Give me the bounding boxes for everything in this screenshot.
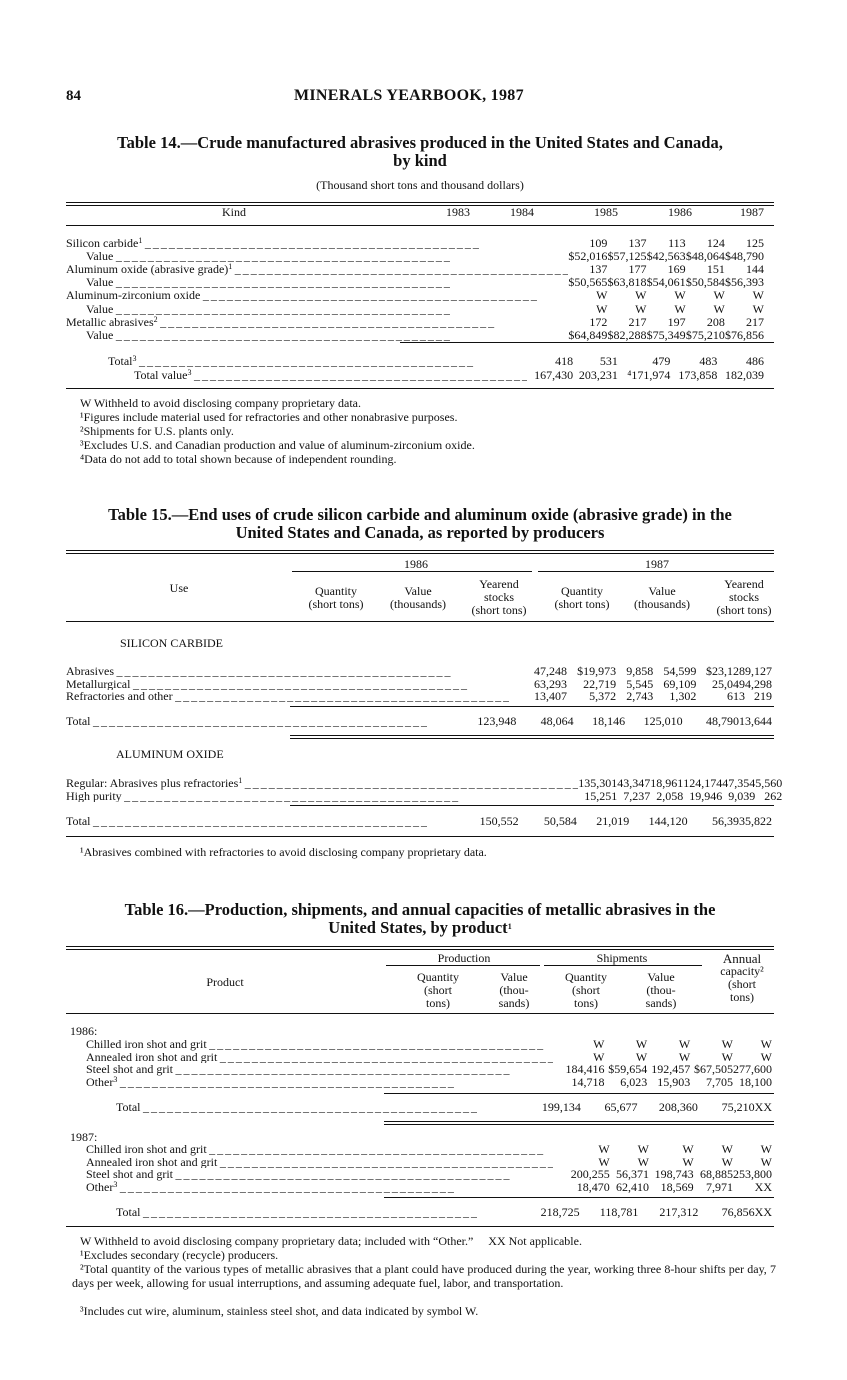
table15-silicon-carbide-total bbox=[66, 715, 774, 728]
cell-value: 18,146 bbox=[592, 714, 626, 728]
cell-value: W bbox=[721, 1037, 733, 1051]
row-label: Metallic abrasives$^2$ _ _ _ bbox=[66, 315, 568, 328]
table14-col-year: 1984 bbox=[510, 205, 534, 219]
cell-value: 18,470 bbox=[576, 1179, 610, 1194]
cell-value: W bbox=[635, 288, 647, 303]
table16-col-value: Value (thou- sands) bbox=[498, 970, 530, 1010]
table15-total-row bbox=[66, 715, 774, 728]
table14-row bbox=[66, 249, 774, 262]
table15-year1-rule bbox=[292, 571, 532, 572]
cell-value: 479 bbox=[652, 353, 671, 368]
cell-value: W bbox=[593, 1049, 605, 1064]
table16-total-row bbox=[66, 1101, 774, 1114]
cell-value: W bbox=[682, 1142, 694, 1156]
table16-row bbox=[66, 1063, 774, 1076]
table15-section-aluminum-oxide: ALUMINUM OXIDE bbox=[116, 747, 224, 761]
cell-value: 13,407 bbox=[534, 689, 567, 703]
table14-row bbox=[66, 276, 774, 289]
cell-value: 219 bbox=[754, 689, 772, 703]
row-label: High purity _ _ _ bbox=[66, 790, 578, 803]
cell-value: W bbox=[760, 1142, 772, 1156]
cell-value: $54,061 bbox=[646, 275, 686, 290]
cell-value: 217,312 bbox=[659, 1205, 699, 1219]
cell-value: 56,371 bbox=[615, 1167, 649, 1181]
cell-value: 63,293 bbox=[534, 676, 567, 691]
table16-col-quantity: Quantity (short tons) bbox=[417, 970, 459, 1010]
table15-col-stocks: Yearend stocks (short tons) bbox=[716, 577, 772, 617]
cell-value: 173,858 bbox=[678, 367, 718, 382]
row-label: Value _ _ _ bbox=[66, 276, 568, 289]
cell-value: $64,849 bbox=[568, 328, 608, 342]
cell-value: ⁴171,974 bbox=[627, 367, 671, 382]
cell-value: 208 bbox=[706, 314, 725, 329]
page-number: 84 bbox=[66, 88, 81, 104]
cell-value: W bbox=[713, 288, 725, 303]
cell-value: W bbox=[596, 301, 608, 316]
table15-year1: 1986 bbox=[404, 557, 428, 571]
cell-value: 203,231 bbox=[578, 367, 618, 382]
table15-bottom-rule bbox=[66, 836, 774, 837]
cell-value: W bbox=[596, 288, 608, 303]
table14-row bbox=[66, 315, 774, 328]
table14-header bbox=[66, 206, 774, 219]
cell-value: W bbox=[760, 1154, 772, 1169]
table15-row bbox=[66, 690, 774, 703]
table15-title-line1: Table 15.—End uses of crude silicon carbide and aluminum oxide (abrasive grade) in the bbox=[108, 505, 732, 524]
cell-value: 4,298 bbox=[745, 676, 772, 691]
row-label: Steel shot and grit _ _ _ bbox=[66, 1063, 553, 1076]
cell-value: 135,301 bbox=[578, 776, 618, 790]
cell-value: 109 bbox=[589, 235, 608, 250]
cell-value: W bbox=[752, 288, 764, 303]
cell-value: 124,174 bbox=[683, 776, 723, 790]
row-label: Chilled iron shot and grit _ _ _ bbox=[66, 1038, 553, 1051]
cell-value: W bbox=[760, 1037, 772, 1051]
cell-value: W bbox=[593, 1037, 605, 1051]
cell-value: 123,948 bbox=[477, 714, 517, 728]
cell-value: 22,719 bbox=[583, 676, 617, 691]
table14-note: ²Shipments for U.S. plants only. bbox=[80, 424, 234, 438]
cell-value: W bbox=[674, 288, 686, 303]
table16-row bbox=[66, 1038, 774, 1051]
cell-value: $50,584 bbox=[685, 275, 725, 290]
cell-value: 18,569 bbox=[660, 1179, 694, 1194]
cell-value: 199,134 bbox=[541, 1100, 581, 1114]
table16-title-line2: United States, by product$^1$ bbox=[328, 918, 512, 937]
cell-value: $23,128 bbox=[705, 664, 745, 678]
table16-bottom-rule bbox=[66, 1226, 774, 1227]
table14-col-year: 1985 bbox=[594, 205, 618, 219]
table14-subtotal-rule bbox=[400, 342, 774, 343]
cell-value: 177 bbox=[628, 262, 647, 277]
table16-1986-total bbox=[66, 1101, 774, 1114]
table16-subtotal-rule bbox=[384, 1093, 774, 1094]
table16-1987-total bbox=[66, 1206, 774, 1219]
cell-value: 144 bbox=[746, 262, 764, 277]
cell-value: 13,644 bbox=[739, 714, 772, 728]
row-label: Value _ _ _ bbox=[66, 302, 568, 315]
row-label: Total _ _ _ bbox=[66, 715, 427, 728]
table15-title-line2: United States and Canada, as reported by producers bbox=[235, 523, 605, 542]
table14-col-year: 1987 bbox=[740, 205, 764, 219]
row-label: Total _ _ _ bbox=[66, 815, 427, 828]
cell-value: 7,237 bbox=[623, 788, 651, 803]
cell-value: 5,560 bbox=[755, 776, 783, 790]
row-label: Value _ _ _ bbox=[66, 328, 568, 341]
table15-silicon-carbide-rows bbox=[66, 665, 774, 703]
cell-value: 43,347 bbox=[617, 776, 651, 790]
cell-value: 262 bbox=[764, 788, 783, 803]
cell-value: 18,100 bbox=[739, 1074, 772, 1089]
cell-value: 19,946 bbox=[689, 788, 723, 803]
row-label: Value _ _ _ bbox=[66, 249, 568, 262]
cell-value: $63,818 bbox=[607, 275, 647, 290]
table14-note: ³Excludes U.S. and Canadian production and value of aluminum-zirconium oxide. bbox=[80, 438, 475, 452]
cell-value: $19,973 bbox=[577, 664, 617, 678]
table16-col-value: Value (thou- sands) bbox=[645, 970, 677, 1010]
table15-col-value: Value (thousands) bbox=[634, 584, 690, 611]
table15-year2-rule bbox=[538, 571, 774, 572]
table15-aluminum-oxide-rows bbox=[66, 777, 784, 802]
table16-row bbox=[66, 1143, 774, 1156]
cell-value: $82,288 bbox=[607, 328, 647, 342]
table16-header-rule bbox=[66, 1013, 774, 1014]
table16-1986-rows bbox=[66, 1038, 774, 1088]
cell-value: 418 bbox=[555, 353, 574, 368]
cell-value: 9,127 bbox=[745, 664, 772, 678]
cell-value: 1,302 bbox=[669, 689, 697, 703]
cell-value: 14,718 bbox=[571, 1074, 605, 1089]
cell-value: XX bbox=[754, 1100, 772, 1114]
cell-value: 48,790 bbox=[705, 714, 739, 728]
cell-value: W bbox=[760, 1049, 772, 1064]
cell-value: 7,705 bbox=[705, 1074, 733, 1089]
cell-value: $48,790 bbox=[725, 248, 764, 263]
table15-row bbox=[66, 790, 784, 803]
table14-title-line2: by kind bbox=[393, 151, 447, 170]
cell-value: 172 bbox=[589, 314, 608, 329]
cell-value: 124 bbox=[706, 235, 725, 250]
cell-value: 18,961 bbox=[650, 776, 684, 790]
cell-value: 483 bbox=[699, 353, 718, 368]
table14-note: ¹Figures include material used for refractories and other nonabrasive purposes. bbox=[80, 410, 458, 424]
row-label: Aluminum-zirconium oxide _ _ _ bbox=[66, 289, 568, 302]
table16-row bbox=[66, 1076, 774, 1089]
table14-row bbox=[66, 236, 774, 249]
cell-value: 50,584 bbox=[543, 814, 577, 828]
table16-col-quantity: Quantity (short tons) bbox=[565, 970, 607, 1010]
cell-value: 192,457 bbox=[651, 1062, 691, 1076]
cell-value: 217 bbox=[628, 314, 647, 329]
row-label: Annealed iron shot and grit _ _ _ bbox=[66, 1156, 553, 1169]
cell-value: XX bbox=[754, 1179, 772, 1194]
cell-value: 253,800 bbox=[733, 1167, 772, 1181]
table15-header-rule bbox=[66, 621, 774, 622]
table14-row bbox=[66, 289, 774, 302]
cell-value: 54,599 bbox=[663, 664, 697, 678]
cell-value: $52,016 bbox=[568, 248, 608, 263]
cell-value: $67,505 bbox=[693, 1062, 733, 1076]
cell-value: W bbox=[678, 1037, 691, 1051]
cell-value: 531 bbox=[599, 353, 618, 368]
cell-value: 198,743 bbox=[654, 1167, 694, 1181]
cell-value: 5,822 bbox=[745, 814, 772, 828]
cell-value: W bbox=[635, 1049, 648, 1064]
table15-col-value: Value (thousands) bbox=[390, 584, 446, 611]
cell-value: 118,781 bbox=[599, 1205, 639, 1219]
cell-value: 47,354 bbox=[722, 776, 756, 790]
cell-value: 277,600 bbox=[733, 1062, 772, 1076]
cell-value: 62,410 bbox=[615, 1179, 649, 1194]
table16-total-rule bbox=[384, 1121, 774, 1125]
table14-subtitle: (Thousand short tons and thousand dollars) bbox=[316, 178, 524, 192]
table15-total-rule bbox=[290, 735, 774, 739]
cell-value: 9,039 bbox=[728, 788, 756, 803]
cell-value: 6,023 bbox=[620, 1074, 648, 1089]
row-label: Regular: Abrasives plus refractories$^1$ _ _ _ bbox=[66, 777, 578, 790]
cell-value: 208,360 bbox=[658, 1100, 698, 1114]
cell-value: W bbox=[721, 1154, 733, 1169]
cell-value: 69,109 bbox=[663, 676, 697, 691]
table14-note: ⁴Data do not add to total shown because of independent rounding. bbox=[80, 452, 397, 466]
row-label: Annealed iron shot and grit _ _ _ bbox=[66, 1051, 553, 1064]
table16-total-row bbox=[66, 1206, 774, 1219]
cell-value: $75,349 bbox=[646, 328, 686, 342]
row-label: Chilled iron shot and grit _ _ _ bbox=[66, 1143, 553, 1156]
table15-col-quantity: Quantity (short tons) bbox=[308, 584, 364, 611]
cell-value: XX bbox=[754, 1205, 772, 1219]
table14-totals bbox=[66, 353, 774, 381]
table15-col-quantity: Quantity (short tons) bbox=[554, 584, 610, 611]
cell-value: 2,058 bbox=[656, 788, 684, 803]
table15-aluminum-oxide-total bbox=[66, 815, 774, 828]
cell-value: 486 bbox=[746, 353, 764, 368]
table15-row bbox=[66, 678, 774, 691]
cell-value: 169 bbox=[667, 262, 686, 277]
row-label: Other$^3$ _ _ _ bbox=[66, 1076, 553, 1089]
cell-value: 68,885 bbox=[699, 1167, 733, 1181]
table16-title-line1: Table 16.—Production, shipments, and annual capacities of metallic abrasives in the bbox=[124, 900, 716, 919]
table15-total-row bbox=[66, 815, 774, 828]
cell-value: $75,210 bbox=[685, 328, 725, 342]
table15-year2: 1987 bbox=[645, 557, 669, 571]
row-label: Total _ _ _ bbox=[66, 1206, 477, 1219]
table16-note: ³Includes cut wire, aluminum, stainless steel shot, and data indicated by symbol W. bbox=[80, 1304, 479, 1318]
table16-col-product: Product bbox=[206, 975, 244, 989]
row-label: Total value$^3$ _ _ _ bbox=[66, 367, 527, 381]
cell-value: W bbox=[637, 1154, 649, 1169]
cell-value: 151 bbox=[706, 262, 725, 277]
table14-total-row bbox=[66, 367, 774, 381]
cell-value: 125,010 bbox=[643, 714, 683, 728]
cell-value: 218,725 bbox=[540, 1205, 580, 1219]
row-label: Aluminum oxide (abrasive grade)$^1$ _ _ _ bbox=[66, 262, 568, 275]
cell-value: 182,039 bbox=[725, 367, 764, 382]
table16-col-annual-capacity: Annual capacity² (short tons) bbox=[720, 951, 764, 1004]
cell-value: $59,654 bbox=[608, 1062, 648, 1076]
cell-value: 5,372 bbox=[589, 689, 617, 703]
cell-value: W bbox=[635, 301, 647, 316]
row-label: Total$^3$ _ _ _ bbox=[66, 353, 527, 367]
table14-total-row bbox=[66, 353, 774, 367]
table14-row bbox=[66, 262, 774, 275]
cell-value: $57,125 bbox=[607, 248, 647, 263]
cell-value: 197 bbox=[667, 314, 686, 329]
table16-note: ²Total quantity of the various types of metallic abrasives that a plant could have produced during the year, working three 8-hour shifts per day, 7 days per week, allowing for usual interruptions, and assuming adequate fuel, labor, and transportation. bbox=[72, 1262, 776, 1290]
table14-row bbox=[66, 302, 774, 315]
cell-value: 9,858 bbox=[626, 664, 654, 678]
cell-value: 56,393 bbox=[711, 814, 745, 828]
table14-col-kind: Kind bbox=[222, 205, 246, 219]
running-title: MINERALS YEARBOOK, 1987 bbox=[294, 87, 524, 104]
table14-note: W Withheld to avoid disclosing company proprietary data. bbox=[80, 396, 362, 410]
cell-value: $76,856 bbox=[725, 328, 764, 342]
table14-header-rule bbox=[66, 225, 774, 226]
cell-value: 125 bbox=[746, 235, 764, 250]
table15-section-silicon-carbide: SILICON CARBIDE bbox=[120, 636, 224, 650]
table15-subtotal-rule bbox=[290, 805, 774, 806]
cell-value: $56,393 bbox=[725, 275, 764, 290]
row-label: Steel shot and grit _ _ _ bbox=[66, 1168, 553, 1181]
table15-row bbox=[66, 777, 784, 790]
table16-top-rule bbox=[66, 946, 774, 950]
table14-title-line1: Table 14.—Crude manufactured abrasives produced in the United States and Canada, bbox=[117, 133, 723, 152]
cell-value: 47,248 bbox=[534, 664, 567, 678]
cell-value: 2,743 bbox=[626, 689, 654, 703]
cell-value: $50,565 bbox=[568, 275, 608, 290]
row-label: Silicon carbide$^1$ _ _ _ bbox=[66, 236, 568, 249]
cell-value: 5,545 bbox=[626, 676, 654, 691]
row-label: Refractories and other _ _ _ bbox=[66, 690, 509, 703]
table14-col-year: 1986 bbox=[668, 205, 692, 219]
cell-value: W bbox=[637, 1142, 649, 1156]
row-label: Other$^3$ _ _ _ bbox=[66, 1181, 553, 1194]
row-label: Metallurgical _ _ _ bbox=[66, 678, 509, 691]
table16-year1: 1986: bbox=[70, 1024, 98, 1038]
table16-row bbox=[66, 1168, 774, 1181]
cell-value: 137 bbox=[589, 262, 608, 277]
table15-col-use: Use bbox=[169, 581, 189, 595]
cell-value: W bbox=[721, 1142, 733, 1156]
cell-value: 184,416 bbox=[565, 1062, 605, 1076]
table16-subtotal-rule bbox=[384, 1197, 774, 1198]
table16-group-production: Production bbox=[437, 951, 491, 965]
cell-value: 25,049 bbox=[711, 676, 745, 691]
table14-body bbox=[66, 236, 774, 342]
cell-value: 150,552 bbox=[479, 814, 519, 828]
table14-row bbox=[66, 328, 774, 341]
cell-value: W bbox=[635, 1037, 648, 1051]
cell-value: 48,064 bbox=[540, 714, 574, 728]
cell-value: 15,903 bbox=[657, 1074, 691, 1089]
cell-value: 167,430 bbox=[534, 367, 574, 382]
table16-1987-rows bbox=[66, 1143, 774, 1193]
cell-value: 144,120 bbox=[648, 814, 688, 828]
cell-value: $42,563 bbox=[646, 248, 686, 263]
table16-note: W Withheld to avoid disclosing company proprietary data; included with “Other.” XX Not applicable. bbox=[80, 1234, 582, 1248]
table15-col-stocks: Yearend stocks (short tons) bbox=[471, 577, 527, 617]
cell-value: W bbox=[721, 1049, 733, 1064]
table14-col-year: 1983 bbox=[446, 205, 470, 219]
cell-value: 137 bbox=[628, 235, 647, 250]
table16-year2: 1987: bbox=[70, 1130, 98, 1144]
cell-value: 75,210 bbox=[721, 1100, 755, 1114]
cell-value: W bbox=[713, 301, 725, 316]
cell-value: 200,255 bbox=[570, 1167, 610, 1181]
cell-value: 7,971 bbox=[705, 1179, 733, 1194]
table16-production-rule bbox=[386, 965, 540, 966]
table15-note: ¹Abrasives combined with refractories to avoid disclosing company proprietary data. bbox=[80, 845, 487, 859]
cell-value: W bbox=[678, 1049, 691, 1064]
table16-shipments-rule bbox=[544, 965, 702, 966]
cell-value: W bbox=[682, 1154, 694, 1169]
table15-row bbox=[66, 665, 774, 678]
cell-value: 65,677 bbox=[604, 1100, 638, 1114]
cell-value: 217 bbox=[746, 314, 764, 329]
cell-value: W bbox=[752, 301, 764, 316]
table15-subtotal-rule bbox=[290, 706, 774, 707]
row-label: Total _ _ _ bbox=[66, 1101, 477, 1114]
cell-value: W bbox=[598, 1142, 610, 1156]
table15-top-rule bbox=[66, 550, 774, 554]
cell-value: $48,064 bbox=[685, 248, 725, 263]
table16-group-shipments: Shipments bbox=[596, 951, 648, 965]
table16-row bbox=[66, 1181, 774, 1194]
cell-value: W bbox=[674, 301, 686, 316]
row-label: Abrasives _ _ _ bbox=[66, 665, 509, 678]
table14-bottom-rule bbox=[66, 388, 774, 389]
cell-value: 613 bbox=[726, 689, 745, 703]
table16-note: ¹Excludes secondary (recycle) producers. bbox=[80, 1248, 279, 1262]
cell-value: 15,251 bbox=[584, 788, 618, 803]
cell-value: W bbox=[598, 1154, 610, 1169]
cell-value: 76,856 bbox=[721, 1205, 755, 1219]
cell-value: 21,019 bbox=[596, 814, 630, 828]
cell-value: 113 bbox=[668, 235, 686, 250]
